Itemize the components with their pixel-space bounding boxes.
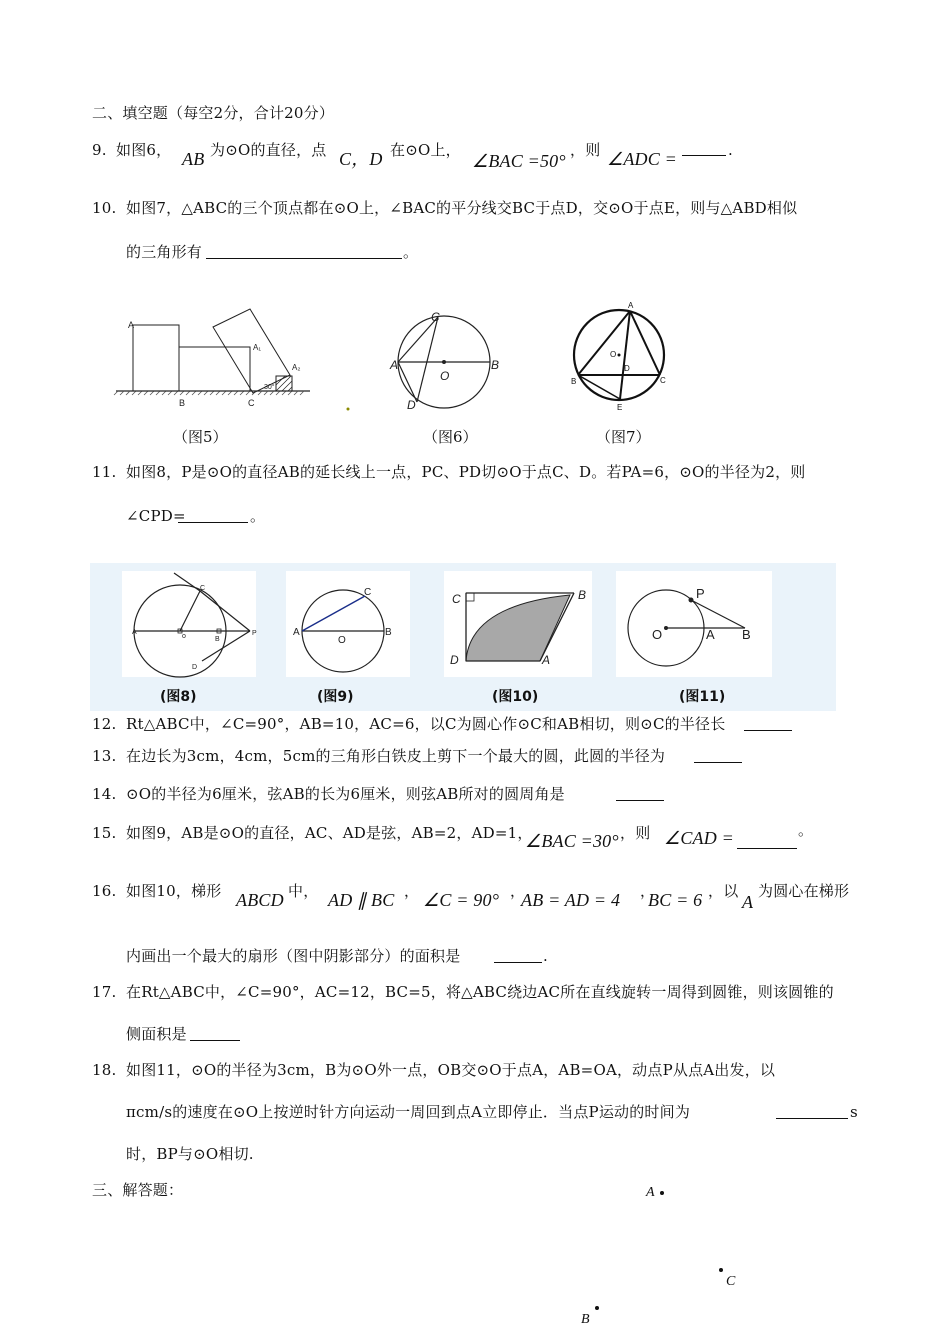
q11-line-2: ∠CPD= xyxy=(126,507,186,525)
question-15 xyxy=(92,818,892,858)
fig8-label-a: A xyxy=(132,629,137,636)
q9-math-bac: ∠BAC =50° xyxy=(472,151,566,171)
q15-end: 。 xyxy=(798,821,814,839)
q12-answer-blank xyxy=(744,716,792,731)
q16-text-a: 如图10，梯形 xyxy=(126,882,222,900)
q18-unit: s xyxy=(850,1103,858,1121)
fig7-label-c: C xyxy=(660,376,666,385)
fig7-label-d: D xyxy=(624,364,630,373)
fig5-label-b: B xyxy=(179,398,186,408)
q9-text-b: 为⊙O的直径，点 xyxy=(210,141,327,159)
fig6-label-o: O xyxy=(440,369,450,383)
fig7-caption: （图7） xyxy=(596,428,651,446)
fig8-label-b: B xyxy=(215,636,220,643)
q15-math-bac: ∠BAC =30° xyxy=(525,831,619,851)
q16-math-bc: BC = 6 xyxy=(648,890,703,910)
q9-answer-blank xyxy=(682,141,726,156)
fig9-label-b: B xyxy=(385,627,392,638)
fig7-label-b: B xyxy=(571,377,577,386)
q9-math-adc: ∠ADC = xyxy=(607,149,677,169)
fig5-label-30: 30° xyxy=(264,384,275,391)
q12-number: 12. xyxy=(92,715,117,733)
q18-answer-blank xyxy=(776,1104,848,1119)
fig8-caption: (图8) xyxy=(160,689,197,705)
fig5-label-a1: A₁ xyxy=(253,343,262,352)
fig11-label-b: B xyxy=(742,627,751,642)
question-9 xyxy=(92,135,892,175)
q12-text: Rt△ABC中，∠C=90°，AB=10，AC=6，以C为圆心作⊙C和AB相切，则⊙C的半径长 xyxy=(126,715,726,733)
section-2-heading: 二、填空题（每空2分，合计20分） xyxy=(92,104,335,122)
q9-math-ab: AB xyxy=(182,149,205,169)
point-c-dot xyxy=(719,1268,723,1272)
fig7-label-a: A xyxy=(628,301,634,310)
q17-line-2: 侧面积是 xyxy=(126,1025,187,1043)
q14-answer-blank xyxy=(616,786,664,801)
fig5-label-a2: A₂ xyxy=(292,363,301,372)
fig9-label-o: O xyxy=(338,635,346,646)
q13-number: 13. xyxy=(92,747,117,765)
q10-number: 10. xyxy=(92,199,117,217)
q15-text-a: 如图9，AB是⊙O的直径，AC、AD是弦，AB=2，AD=1， xyxy=(126,824,533,842)
q9-text-d: ，则 xyxy=(570,141,601,159)
q17-number: 17. xyxy=(92,983,117,1001)
q10-answer-blank xyxy=(206,244,402,259)
fig6-caption: （图6） xyxy=(423,428,478,446)
q16-text-h: 为圆心在梯形 xyxy=(758,882,850,900)
fig8-label-p: P xyxy=(252,630,257,637)
point-a xyxy=(646,1185,664,1201)
fig7-label-o: O xyxy=(610,350,617,359)
q16-line-2: 内画出一个最大的扇形（图中阴影部分）的面积是 xyxy=(126,947,461,965)
figure-row-1 xyxy=(110,295,710,420)
q13-answer-blank xyxy=(694,748,742,763)
q9-end: . xyxy=(728,141,733,159)
q16-text-d: ， xyxy=(510,882,526,900)
q18-line-2: πcm/s的速度在⊙O上按逆时针方向运动一周回到点A立即停止．当点P运动的时间为 xyxy=(126,1103,691,1121)
fig11-label-a: A xyxy=(706,627,715,642)
q9-text-a: 如图6， xyxy=(116,141,172,159)
q15-math-cad: ∠CAD = xyxy=(664,828,734,848)
q11-number: 11. xyxy=(92,463,117,481)
fig5-caption: （图5） xyxy=(173,428,228,446)
question-16 xyxy=(92,876,892,916)
point-a-label: A xyxy=(646,1185,655,1200)
point-a-dot xyxy=(660,1191,664,1195)
q13-text: 在边长为3cm，4cm，5cm的三角形白铁皮上剪下一个最大的圆，此圆的半径为 xyxy=(126,747,666,765)
q10-end: 。 xyxy=(403,243,419,261)
fig8-label-o: o xyxy=(182,633,186,640)
fig11-label-p: P xyxy=(696,586,705,601)
figure-5-diagram xyxy=(114,309,310,408)
fig7-label-e: E xyxy=(617,403,623,412)
fig9-label-c: C xyxy=(364,587,372,598)
fig10-caption: (图10) xyxy=(492,689,539,705)
q11-answer-blank xyxy=(178,508,248,523)
q18-number: 18. xyxy=(92,1061,117,1079)
q10-line-1: 如图7，△ABC的三个顶点都在⊙O上，∠BAC的平分线交BC于点D，交⊙O于点E，则与△ABD相似 xyxy=(126,199,798,217)
figure-6-diagram xyxy=(389,310,499,412)
q11-end: 。 xyxy=(250,507,266,525)
fig10-label-a: A xyxy=(542,653,551,667)
q16-text-f: ， xyxy=(640,882,656,900)
fig11-caption: (图11) xyxy=(679,689,726,705)
q9-math-cd: C，D xyxy=(339,149,383,169)
q18-line-3: 时，BP与⊙O相切. xyxy=(126,1145,254,1163)
q17-answer-blank xyxy=(190,1026,240,1041)
point-c-label: C xyxy=(726,1274,736,1289)
point-b xyxy=(581,1306,599,1327)
fig6-label-c: C xyxy=(431,310,440,324)
q14-number: 14. xyxy=(92,785,117,803)
fig5-label-c: C xyxy=(248,398,255,408)
q15-number: 15. xyxy=(92,824,117,842)
q16-math-angle-c: ∠C = 90° xyxy=(423,890,500,910)
fig9-caption: (图9) xyxy=(317,689,354,705)
q16-math-a: A xyxy=(742,892,754,912)
fig6-label-b: B xyxy=(491,358,500,372)
section-3-heading: 三、解答题： xyxy=(92,1181,184,1199)
fig8-label-c: C xyxy=(200,585,206,592)
q16-math-abcd: ABCD xyxy=(236,890,284,910)
point-b-label: B xyxy=(581,1312,590,1327)
q17-line-1: 在Rt△ABC中，∠C=90°，AC=12，BC=5，将△ABC绕边AC所在直线旋转一周得到圆锥，则该圆锥的 xyxy=(126,983,834,1001)
q10-line-2: 的三角形有 xyxy=(126,243,203,261)
q16-text-b: 中， xyxy=(288,882,319,900)
q11-line-1: 如图8，P是⊙O的直径AB的延长线上一点，PC、PD切⊙O于点C、D。若PA=6，⊙O的半径为2，则 xyxy=(126,463,806,481)
q16-math-parallel: AD ∥ BC xyxy=(328,890,395,910)
q16-text-c: ， xyxy=(404,882,420,900)
q15-text-b: ，则 xyxy=(620,824,651,842)
q9-number: 9. xyxy=(92,141,107,159)
fig11-label-o: O xyxy=(652,627,663,642)
point-c xyxy=(719,1268,736,1289)
fig6-label-a: A xyxy=(390,358,399,372)
q15-answer-blank xyxy=(737,834,797,849)
point-b-dot xyxy=(595,1306,599,1310)
q16-answer-blank xyxy=(494,948,542,963)
fig8-label-d: D xyxy=(192,664,198,671)
fig9-label-a: A xyxy=(293,627,300,638)
fig10-label-c: C xyxy=(452,592,461,606)
q16-number: 16. xyxy=(92,882,117,900)
stray-dot xyxy=(347,408,350,411)
fig6-label-d: D xyxy=(407,398,416,412)
q9-text-c: 在⊙O上， xyxy=(390,141,461,159)
q16-text-g: ，以 xyxy=(708,882,739,900)
q16-math-ab-ad: AB = AD = 4 xyxy=(521,890,621,910)
q16-end: . xyxy=(543,947,548,965)
fig5-label-a: A xyxy=(128,320,135,330)
q18-line-1: 如图11，⊙O的半径为3cm，B为⊙O外一点，OB交⊙O于点A，AB=OA，动点P从点A出发，以 xyxy=(126,1061,776,1079)
figure-7-diagram xyxy=(571,301,666,412)
fig10-label-d: D xyxy=(450,653,459,667)
q14-text: ⊙O的半径为6厘米，弦AB的长为6厘米，则弦AB所对的圆周角是 xyxy=(126,785,565,803)
fig10-label-b: B xyxy=(578,588,587,602)
